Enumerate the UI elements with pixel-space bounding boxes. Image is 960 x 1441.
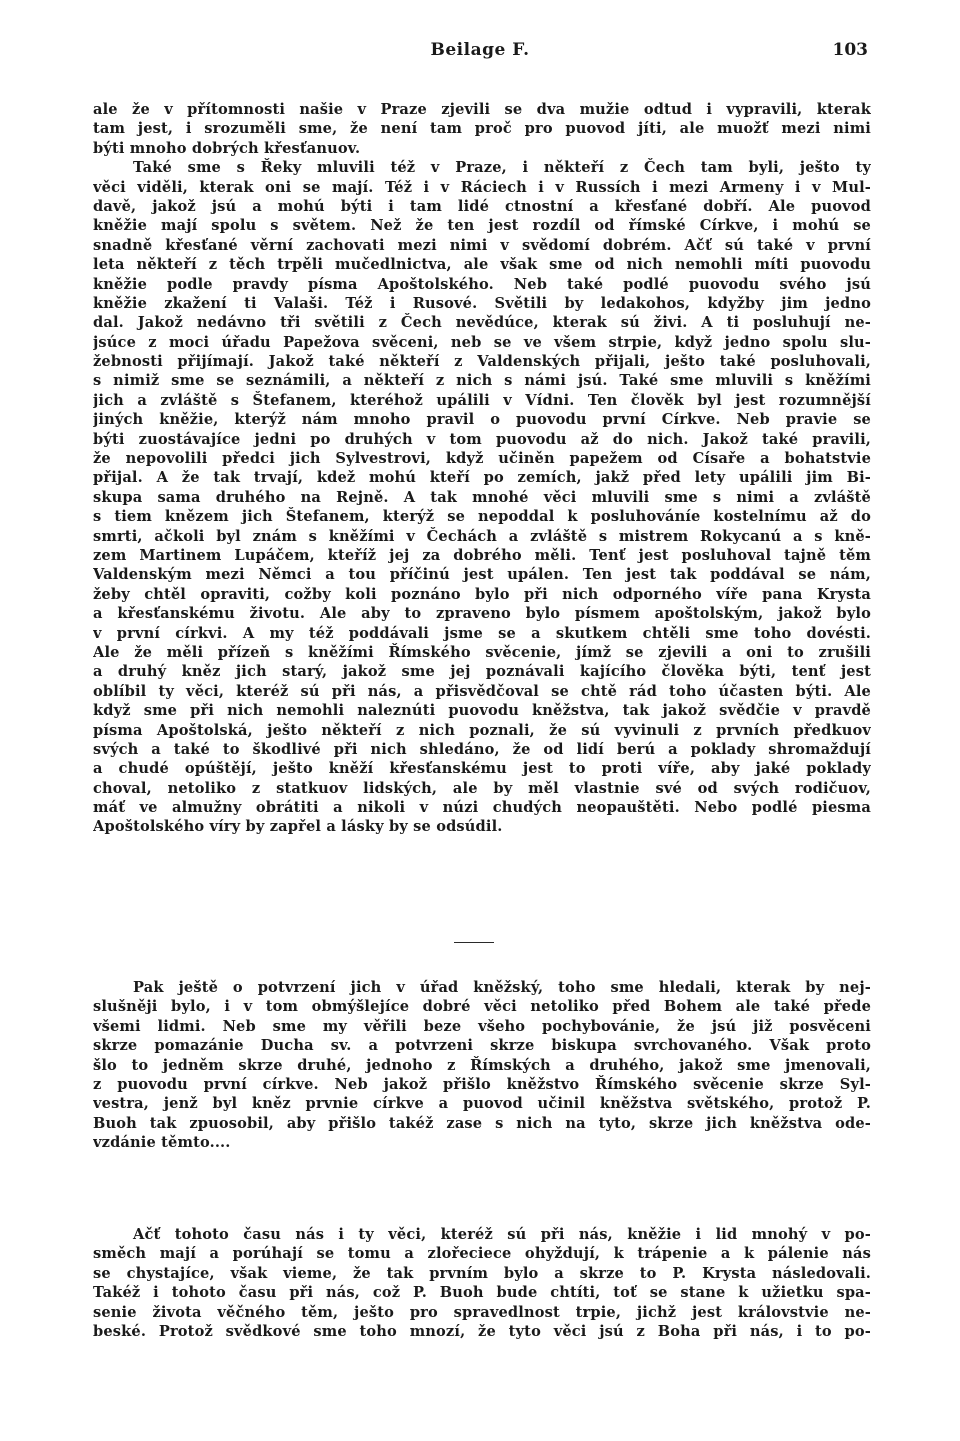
text-line: Apoštolského víry by zapřel a lásky by se odsúdil. <box>93 818 503 836</box>
text-line: zem Martinem Lupáčem, kteříž jej za dobrého měli. Tenť jest posluhoval tajně těm <box>93 546 871 564</box>
text-line: v první církvi. A my též poddávali jsme se a skutkem chtěli sme toho dovésti. <box>93 624 871 642</box>
text-line: Pak ještě o potvrzení jich v úřad kněžský, toho sme hledali, kterak by nej- <box>133 979 871 996</box>
text-line: choval, netoliko z statkuov lidských, ale by měl vlastnie své od svých rodičuov, <box>93 779 871 797</box>
text-line: přijal. A že tak trvají, kdež mohú kteří po zemích, jakž před lety upálili jim Bi- <box>93 469 871 487</box>
text-line: tam jest, i srozuměli sme, že není tam proč pro puovod jíti, ale muožť mezi nimi <box>93 120 871 138</box>
text-line: Také sme s Řeky mluvili též v Praze, i někteří z Čech tam byli, ješto ty <box>133 159 871 177</box>
running-title: Beilage F. <box>430 40 530 60</box>
text-section-2 <box>93 978 871 1153</box>
text-line: písma Apoštolská, ješto někteří z nich poznali, že sú vyvinuli z prvních předkuov <box>93 721 871 739</box>
text-line: kněžie mají spolu s světem. Než že ten jest rozdíl od římské Církve, i mohú se <box>93 217 871 235</box>
text-line: Ačť tohoto času nás i ty věci, kteréž sú při nás, kněžie i lid mnohý v po- <box>133 1226 871 1243</box>
text-line: a druhý kněz jich starý, jakož sme jej poznávali kajícího člověka býti, tenť jest <box>93 663 871 681</box>
text-line: vestra, jenž byl kněz prvnie církve a puovod učinil kněžstva světského, protož P. <box>93 1095 871 1113</box>
text-line: slušněji bylo, i v tom obmýšlejíce dobré věci netoliko před Bohem ale také přede <box>93 998 871 1016</box>
text-line: býti mnoho dobrých křesťanuov. <box>93 139 361 157</box>
text-line: máť ve almužny obrátiti a nikoli v núzi chudých neopauštěti. Nebo podlé piesma <box>93 799 871 817</box>
text-line: Valdenským mezi Němci a tou příčinú jest upálen. Ten jest tak poddával se nám, <box>93 566 871 584</box>
text-line: davě, jakož jsú a mohú býti i tam lidé ctnostní a křesťané dobří. Ale puovod <box>93 197 871 215</box>
text-line: Buoh tak zpuosobil, aby přišlo takéž zase s nich na tyto, skrze jich kněžstva ode- <box>93 1114 871 1132</box>
text-line: a chudé opúštějí, ješto kněží křesťanskému jest to proti víře, aby jaké poklady <box>93 760 871 778</box>
text-line: kněžie zkažení ti Valaši. Též i Rusové. Světili by ledakohos, kdyžby jim jedno <box>93 294 871 312</box>
text-section-3 <box>93 1225 871 1341</box>
text-line: beské. Protož svědkové sme toho mnozí, že tyto věci jsú z Boha při nás, i to po- <box>93 1322 871 1340</box>
text-line: žeby chtěl opraviti, cožby koli poznáno bylo při nich odporného víře pana Krysta <box>93 585 871 603</box>
text-line: býti zuostávajíce jedni po druhých v tom puovodu až do nich. Jakož také pravili, <box>93 430 871 448</box>
text-line: žebnosti přijímají. Jakož také někteří z Valdenských přijali, ješto také posluhovali, <box>93 353 871 371</box>
text-line: svých a také to škodlivé při nich shledáno, že od lidí berú a poklady shromaždují <box>93 740 871 758</box>
text-line: směch mají a porúhají se tomu a zlořeciece ohyždují, k trápenie a k pálenie nás <box>93 1245 871 1263</box>
running-head <box>90 40 870 64</box>
text-line: a křesťanskému životu. Ale aby to zpraveno bylo písmem apoštolským, jakož bylo <box>93 605 871 623</box>
text-line: dal. Jakož nedávno tři světili z Čech nevědúce, kterak sú živi. A ti posluhují ne- <box>93 314 871 332</box>
text-line: když sme při nich nemohli naleznúti puovodu kněžstva, tak jakož svědčie v pravdě <box>93 702 871 720</box>
text-line: jsúce z moci úřadu Papežova svěceni, neb se ve všem strpie, když jedno spolu slu- <box>93 333 871 351</box>
text-line: vzdánie těmto.... <box>93 1134 231 1152</box>
text-line: skrze pomazánie Ducha sv. a potvrzeni skrze biskupa svrchovaného. Však proto <box>93 1037 871 1055</box>
text-line: s nimiž sme se seznámili, a někteří z nich s námi jsú. Také sme mluvili s kněžími <box>93 372 871 390</box>
text-line: skupa sama druhého na Rejně. A tak mnohé věci mluvili sme s nimi a zvláště <box>93 488 871 506</box>
text-line: ale že v přítomnosti našie v Praze zjevili se dva mužie odtud i vypravili, kterak <box>93 101 871 118</box>
text-line: snadně křesťané věrní zachovati mezi nimi v svědomí dobrém. Ačť sú také v první <box>93 236 871 254</box>
text-line: s tiem knězem jich Štefanem, kterýž se nepoddal k posluhováníe kostelnímu až do <box>93 508 871 526</box>
text-line: leta někteří z těch trpěli mučedlnictva, ale však sme od nich nemohli míti puovodu <box>93 256 871 274</box>
text-line: jich a zvláště s Štefanem, kteréhož upálili v Vídni. Ten člověk byl jest rozumnější <box>93 391 871 409</box>
text-line: jiných kněžie, kterýž nám mnoho pravil o puovodu první Církve. Neb pravie se <box>93 411 871 429</box>
text-line: všemi lidmi. Neb sme my věřili beze všeho pochybovánie, že jsú již posvěceni <box>93 1017 871 1035</box>
page-number: 103 <box>832 40 868 60</box>
text-line: smrti, ačkoli byl znám s kněžími v Čechách a zvláště s mistrem Rokycanú a s kně- <box>93 527 871 545</box>
text-line: šlo to jedněm skrze druhé, jednoho z Římských a druhého, jakož sme jmenovali, <box>93 1056 871 1074</box>
text-section-1 <box>93 100 871 837</box>
text-line: senie života věčného těm, ješto pro spravedlnost trpie, jichž jest královstvie ne- <box>93 1303 871 1321</box>
text-line: věci viděli, kterak oni se mají. Též i v Ráciech i v Russích i mezi Armeny i v Mul- <box>93 178 871 196</box>
text-line: oblíbil ty věci, kteréž sú při nás, a přisvědčoval se chtě rád toho účasten býti. Ale <box>93 682 871 700</box>
text-line: kněžie podle pravdy písma Apoštolského. Neb také podlé puovodu svého jsú <box>93 275 871 293</box>
text-line: z puovodu první církve. Neb jakož přišlo kněžstvo Římského svěcenie skrze Syl- <box>93 1075 871 1093</box>
text-line: se chystajíce, však vieme, že tak prvním bylo a skrze to P. Krysta následovali. <box>93 1264 871 1282</box>
section-divider <box>454 942 494 943</box>
text-line: že nepovolili předci jich Sylvestrovi, když učiněn papežem od Císaře a bohatstvie <box>93 450 871 468</box>
text-line: Ale že měli přízeň s kněžími Římského svěcenie, jímž se zjevili a oni to zrušili <box>93 643 871 661</box>
text-line: Takéž i tohoto času při nás, což P. Buoh bude chtíti, toť se stane k užietku spa- <box>93 1284 871 1302</box>
